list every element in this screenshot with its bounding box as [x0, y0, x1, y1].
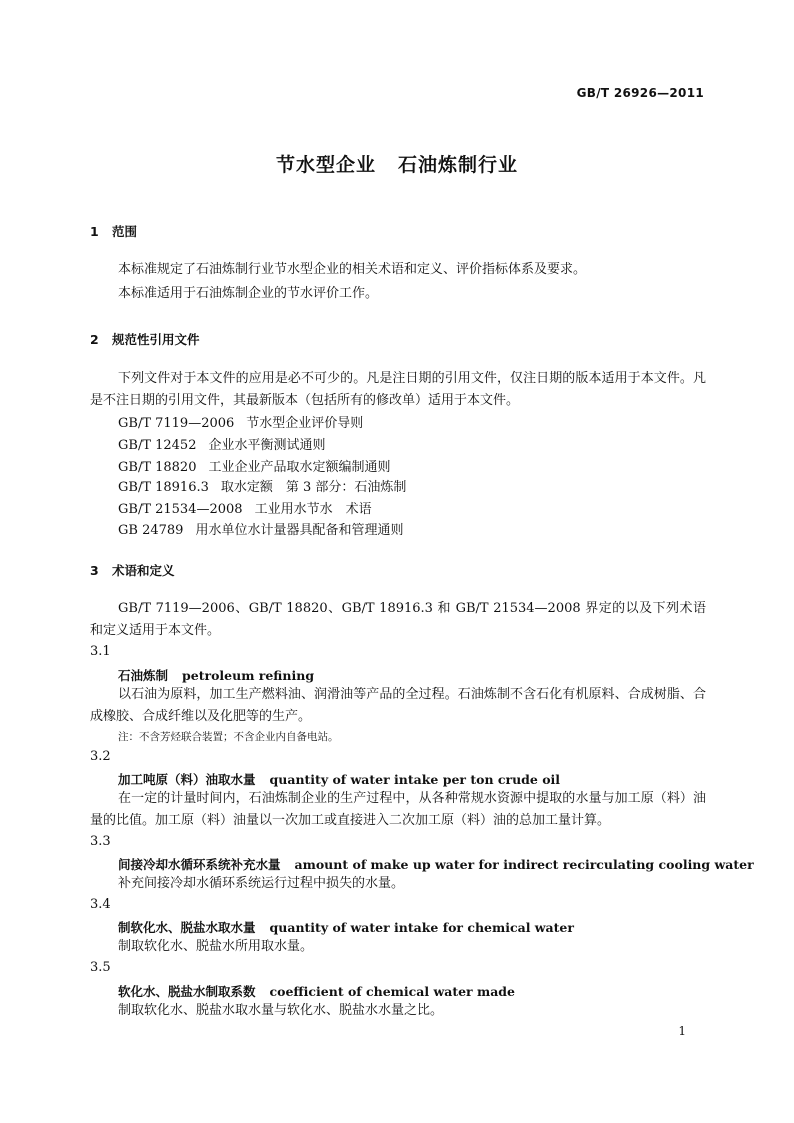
reference-item: GB/T 7119—2006 节水型企业评价导则	[118, 416, 364, 431]
references-intro: 下列文件对于本文件的应用是必不可少的。凡是注日期的引用文件，仅注日期的版本适用于本文件。凡是不注日期的引用文件，其最新版本（包括所有的修改单）适用于本文件。	[90, 371, 706, 408]
term-title: 制软化水、脱盐水取水量 quantity of water intake for chemical water	[118, 920, 574, 935]
reference-item: GB/T 18916.3 取水定额 第 3 部分：石油炼制	[118, 480, 407, 495]
term-title: 加工吨原（料）油取水量 quantity of water intake per ton crude oil	[118, 772, 561, 787]
scope-paragraph-2: 本标准适用于石油炼制企业的节水评价工作。	[118, 286, 379, 301]
standard-code: GB/T 26926—2011	[576, 86, 704, 100]
term-number: 3.4	[90, 897, 111, 912]
scope-paragraph-1: 本标准规定了石油炼制行业节水型企业的相关术语和定义、评价指标体系及要求。	[118, 262, 587, 277]
term-definition: 补充间接冷却水循环系统运行过程中损失的水量。	[118, 876, 405, 891]
section-heading-1: 1 范围	[90, 224, 138, 239]
section-heading-2: 2 规范性引用文件	[90, 332, 200, 347]
term-title: 石油炼制 petroleum refining	[118, 668, 315, 683]
section-heading-3: 3 术语和定义	[90, 563, 175, 578]
page-number: 1	[678, 1024, 686, 1038]
page-title	[0, 150, 794, 177]
term-definition: 以石油为原料，加工生产燃料油、润滑油等产品的全过程。石油炼制不含石化有机原料、合成树脂、合成橡胶、合成纤维以及化肥等的生产。	[90, 687, 706, 724]
term-definition: 制取软化水、脱盐水取水量与软化水、脱盐水水量之比。	[118, 1003, 444, 1018]
term-number: 3.2	[90, 749, 111, 764]
term-number: 3.1	[90, 644, 111, 659]
term-title: 间接冷却水循环系统补充水量 amount of make up water for indirect recirculating cooling water	[118, 857, 754, 872]
reference-item: GB/T 21534—2008 工业用水节水 术语	[118, 502, 372, 517]
term-number: 3.3	[90, 834, 111, 849]
term-definition: 制取软化水、脱盐水所用取水量。	[118, 939, 314, 954]
term-definition: 在一定的计量时间内，石油炼制企业的生产过程中，从各种常规水资源中提取的水量与加工原（料）油量的比值。加工原（料）油量以一次加工或直接进入二次加工原（料）油的总加工量计算。	[90, 791, 706, 828]
term-number: 3.5	[90, 960, 111, 975]
reference-item: GB/T 12452 企业水平衡测试通则	[118, 438, 326, 453]
title-part-1: 节水型企业	[275, 154, 376, 176]
reference-item: GB 24789 用水单位水计量器具配备和管理通则	[118, 523, 404, 538]
term-title: 软化水、脱盐水制取系数 coefficient of chemical water made	[118, 984, 515, 999]
reference-item: GB/T 18820 工业企业产品取水定额编制通则	[118, 460, 391, 475]
terms-intro: GB/T 7119—2006、GB/T 18820、GB/T 18916.3 和 GB/T 21534—2008 界定的以及下列术语和定义适用于本文件。	[90, 601, 706, 638]
term-note: 注：不含芳烃联合装置；不含企业内自备电站。	[118, 731, 339, 743]
title-part-2: 石油炼制行业	[398, 154, 519, 176]
